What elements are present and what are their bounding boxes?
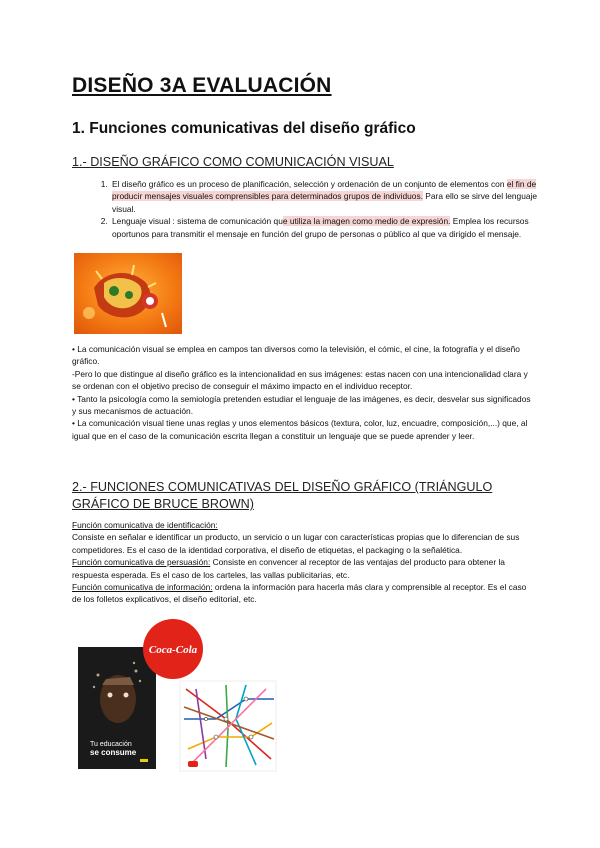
list-item: 1. El diseño gráfico es un proceso de planificación, selección y ordenación de un conjunto de elementos con el fin de producir mensajes visuales comprensibles para determinados grupos de individuos. Para ello se sirve del lenguaje visual. (110, 178, 555, 215)
poster-text-1: Tu educación (90, 741, 132, 748)
subsection-heading-1: 1.- DISEÑO GRÁFICO COMO COMUNICACIÓN VISUAL (72, 155, 394, 169)
paragraph: • Tanto la psicología como la semiología pretenden estudiar el lenguaje de las imágenes, es decir, desvelar sus significados y sus mecanismos de actuación. (72, 393, 531, 417)
function-persuasion: Función comunicativa de persuasión: Consiste en convencer al receptor de las ventajas del producto para obtener la respuesta esperada. Es el caso de los carteles, las vallas publicitarias, etc. (72, 557, 505, 580)
list-item: 2. Lenguaje visual : sistema de comunicación que utiliza la imagen como medio de expresión. Emplea los recursos oportunos para transmitir el mensaje en función del grupo de personas o público al que va dirigido el mensaje. (110, 215, 555, 240)
paragraph: • La comunicación visual se emplea en campos tan diversos como la televisión, el cómic, el cine, la fotografía y el diseño gráfico. (72, 344, 520, 367)
highlight: el fin de producir mensajes visuales comprensibles para determinados grupos de individuos. (112, 179, 537, 202)
function-definitions (72, 519, 532, 606)
definition-list (88, 178, 555, 240)
function-label: Función comunicativa de identificación: (72, 520, 218, 530)
document-title: DISEÑO 3A EVALUACIÓN (72, 74, 332, 97)
function-information: Función comunicativa de información: ordena la información para hacerla más clara y comprensible al receptor. Es el caso de los folletos explicativos, el diseño editorial, etc. (72, 582, 527, 605)
collage-graphic (76, 619, 278, 773)
function-label: Función comunicativa de persuasión: (72, 557, 211, 568)
highlight: e utiliza la imagen como medio de expresión. (282, 216, 451, 227)
section-heading-1: 1. Funciones comunicativas del diseño gráfico (72, 120, 416, 137)
examples-collage-image (76, 619, 278, 773)
coca-cola-logo-text: Coca-Cola (148, 644, 198, 656)
paragraph: -Pero lo que distingue al diseño gráfico es la intencionalidad en sus imágenes: estas nacen con una intencionalidad clara y se ordenan con el objetivo preciso de conseguir el máximo impacto en el individuo receptor. (72, 368, 528, 392)
poster-text-2: se consume (90, 748, 137, 757)
illustration-graphic (74, 253, 182, 334)
paragraph: • La comunicación visual tiene unas reglas y unos elementos básicos (textura, color, luz, encuadre, composición,...) que, al igual que en el caso de la comunicación escrita llegan a constituir un lenguaje que se puede aprender y leer. (72, 418, 528, 441)
body-paragraphs-1 (72, 343, 532, 442)
subsection-heading-2: 2.- FUNCIONES COMUNICATIVAS DEL DISEÑO GRÁFICO (TRIÁNGULO GRÁFICO DE BRUCE BROWN) (72, 480, 493, 511)
fanta-illustration-image (74, 253, 182, 334)
function-label: Función comunicativa de información: (72, 582, 213, 593)
function-identification: Función comunicativa de identificación: Consiste en señalar e identificar un producto, un servicio o un lugar con características propias que lo diferencian de sus competidores. Es el caso de la identidad corporativa, el diseño de etiquetas, el packaging o la señalética. (72, 520, 520, 555)
